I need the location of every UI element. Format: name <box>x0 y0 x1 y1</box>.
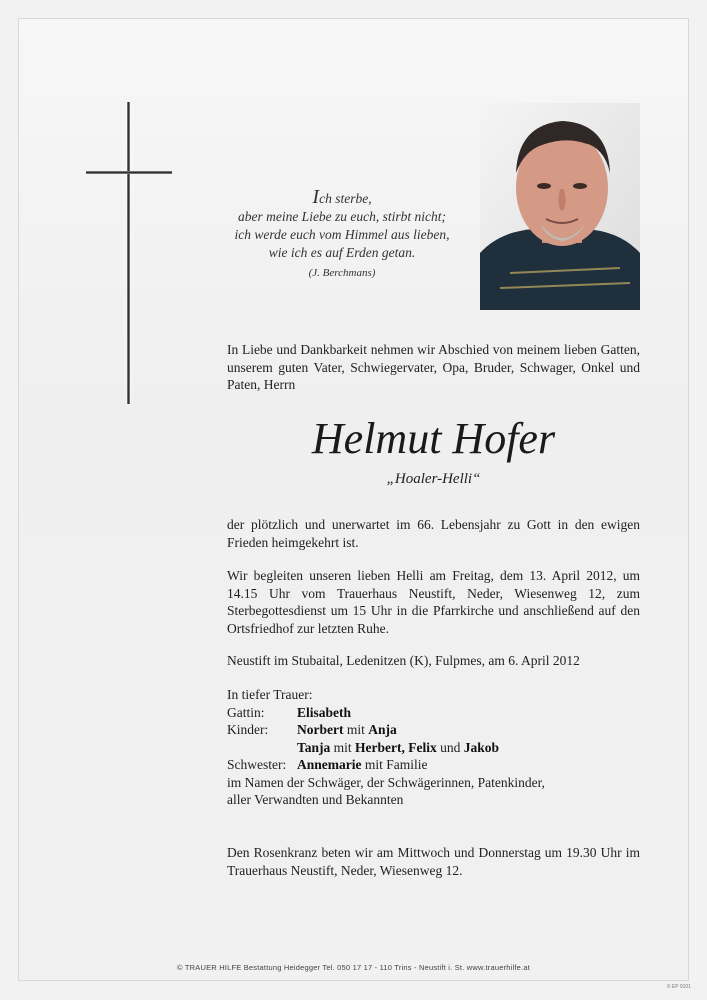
quote-line-1: ch sterbe, <box>319 191 372 206</box>
spacer <box>227 739 297 757</box>
spouse-name: Elisabeth <box>297 704 352 720</box>
quote-line-2: aber meine Liebe zu euch, stirbt nicht; <box>237 209 447 224</box>
deceased-nickname: „Hoaler-Helli“ <box>386 471 481 487</box>
sister-suffix: mit Familie <box>364 757 428 772</box>
footer-funeral-home: © TRAUER HILFE Bestattung Heidegger Tel. 050 17 17 - 110 Trins - Neustift i. St. www.trauerhilfe.at <box>177 963 530 972</box>
spouse-label: Gattin: <box>227 704 265 720</box>
mourner-row-spouse <box>227 704 640 722</box>
mourners-heading: In tiefer Trauer: <box>227 687 313 702</box>
mourner-row-children-2 <box>227 739 640 757</box>
quote-initial: I <box>312 186 320 208</box>
quote-line-3: ich werde euch vom Himmel aus lieben, <box>234 227 450 242</box>
connector-text: und <box>440 739 461 755</box>
connector-text: mit <box>333 739 352 755</box>
place-and-date: Neustift im Stubaital, Ledenitzen (K), Fulpmes, am 6. April 2012 <box>227 653 580 668</box>
children-label: Kinder: <box>227 722 269 737</box>
grandchild-name: Jakob <box>463 739 500 755</box>
child-name: Tanja <box>297 739 331 755</box>
intro-paragraph: In Liebe und Dankbarkeit nehmen wir Abschied von meinem lieben Gatten, unserem guten Vater, Schwiegervater, Opa, Bruder, Schwager, Onkel und Paten, Herrn <box>227 342 640 392</box>
mourner-row-children-1 <box>227 721 640 739</box>
mourner-row-sister <box>227 756 640 774</box>
connector-text: mit <box>346 722 365 737</box>
portrait-photo <box>480 103 640 310</box>
cross-horizontal-beam <box>86 171 172 174</box>
mourners-on-behalf: im Namen der Schwäger, der Schwägerinnen, Patenkinder, <box>227 774 545 790</box>
memorial-quote <box>214 188 470 282</box>
print-code: © EP 9101 <box>666 984 691 990</box>
rosary-notice: Den Rosenkranz beten wir am Mittwoch und Donnerstag um 19.30 Uhr im Trauerhaus Neustift, Neder, Wiesenweg 12. <box>227 845 640 878</box>
sister-name: Annemarie <box>297 757 362 772</box>
partner-name: Herbert, <box>355 739 405 755</box>
death-notice: der plötzlich und unerwartet im 66. Lebensjahr zu Gott in den ewigen Frieden heimgekehrt ist. <box>227 517 640 550</box>
mourners-list <box>227 686 640 809</box>
quote-author: (J. Berchmans) <box>308 267 376 279</box>
child-name: Norbert <box>297 722 344 737</box>
funeral-details: Wir begleiten unseren lieben Helli am Freitag, dem 13. April 2012, um 14.15 Uhr vom Trauerhaus Neustift, Neder, Wiesenweg 12, zum Sterbegottesdienst um 15 Uhr in die Pfarrkirche und anschließend auf den Ortsfriedhof zur letzten Ruhe. <box>227 568 640 636</box>
partner-name: Anja <box>368 722 397 737</box>
sister-label: Schwester: <box>227 757 287 772</box>
deceased-name: Helmut Hofer <box>311 414 556 463</box>
quote-line-4: wie ich es auf Erden getan. <box>268 245 416 260</box>
cross-vertical-beam <box>127 102 130 404</box>
grandchild-name: Felix <box>408 739 437 755</box>
mourners-relatives: aller Verwandten und Bekannten <box>227 792 404 807</box>
